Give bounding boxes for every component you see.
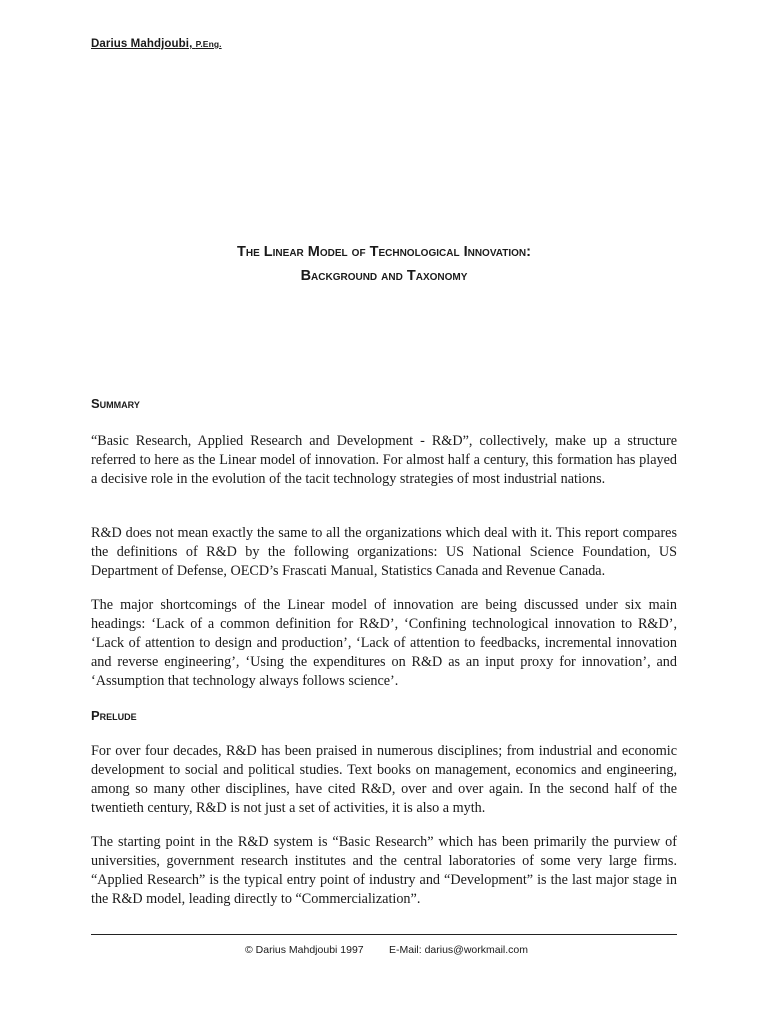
- footer-email: E-Mail: darius@workmail.com: [389, 944, 529, 956]
- author-credential: P.Eng.: [195, 39, 222, 49]
- prelude-paragraph-1: For over four decades, R&D has been praised in numerous disciplines; from industrial and economic development to social and political studies. Text books on management, economics and engineering, among so many other disciplines, have cited R&D, over and over again. In the second half of the twentieth century, R&D is not just a set of activities, it is also a myth.: [91, 743, 677, 816]
- document-title-line-1: The Linear Model of Technological Innovation:: [237, 244, 531, 260]
- document-title-line-2: Background and Taxonomy: [300, 268, 468, 284]
- summary-heading: Summary: [91, 396, 140, 411]
- footer-copyright: © Darius Mahdjoubi 1997: [245, 944, 364, 956]
- summary-paragraph-2: R&D does not mean exactly the same to all the organizations which deal with it. This report compares the definitions of R&D by the following organizations: US National Science Foundation, US Department of Defense, OECD’s Frascati Manual, Statistics Canada and Revenue Canada.: [91, 525, 677, 579]
- prelude-paragraph-2: The starting point in the R&D system is “Basic Research” which has been primarily the purview of universities, government research institutes and the central laboratories of some very large firms. “Applied Research” is the typical entry point of industry and “Development” is the last major stage in the R&D model, leading directly to “Commercialization”.: [91, 834, 677, 907]
- summary-paragraph-1: “Basic Research, Applied Research and Development - R&D”, collectively, make up a structure referred to here as the Linear model of innovation. For almost half a century, this formation has played a decisive role in the evolution of the tacit technology strategies of most industrial nations.: [91, 433, 677, 487]
- summary-paragraph-3: The major shortcomings of the Linear model of innovation are being discussed under six main headings: ‘Lack of a common definition for R&D’, ‘Confining technological innovation to R&D’, ‘Lack of attention to design and production’, ‘Lack of attention to feedbacks, incremental innovation and reverse engineering’, ‘Using the expenditures on R&D as an input proxy for innovation’, and ‘Assumption that technology always follows science’.: [91, 597, 677, 689]
- author-name: Darius Mahdjoubi,: [91, 38, 193, 50]
- prelude-heading: Prelude: [91, 708, 137, 723]
- running-header: [91, 38, 222, 50]
- footer-rule: [91, 934, 677, 935]
